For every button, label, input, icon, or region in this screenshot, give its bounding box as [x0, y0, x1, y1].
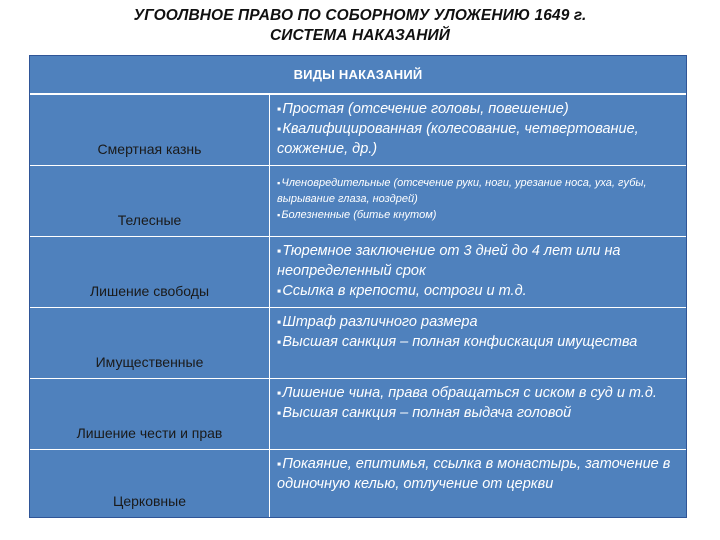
row-type-label: Имущественные: [30, 308, 270, 378]
row-description: [270, 166, 686, 236]
row-description: [270, 379, 686, 449]
title-line-2: СИСТЕМА НАКАЗАНИЙ: [269, 27, 451, 44]
list-item: ▪ Простая (отсечение головы, повешение): [277, 99, 678, 119]
row-type-label: Лишение свободы: [30, 237, 270, 307]
list-item: ▪ Покаяние, епитимья, ссылка в монастырь, заточение в одиночную келью, отлучение от церкви: [277, 454, 678, 494]
row-type-label: Телесные: [30, 166, 270, 236]
list-item: ▪ Членовредительные (отсечение руки, ноги, урезание носа, уха, губы, вырывание глаза, ноздрей): [277, 175, 678, 207]
row-description: [270, 308, 686, 378]
list-item: ▪ Высшая санкция – полная выдача головой: [277, 403, 678, 423]
row-description: [270, 450, 686, 517]
list-item: ▪ Тюремное заключение от 3 дней до 4 лет или на неопределенный срок: [277, 241, 678, 281]
table-row-church: [30, 450, 686, 517]
table-row-corporal: [30, 166, 686, 237]
page-title: [0, 6, 720, 46]
table-row-death-penalty: [30, 95, 686, 166]
row-description: [270, 95, 686, 165]
table-header: ВИДЫ НАКАЗАНИЙ: [30, 56, 686, 95]
list-item: ▪ Высшая санкция – полная конфискация имущества: [277, 332, 678, 352]
row-description: [270, 237, 686, 307]
title-line-1: УГООЛВНОЕ ПРАВО ПО СОБОРНОМУ УЛОЖЕНИЮ 1649 г.: [133, 7, 587, 24]
row-type-label: Церковные: [30, 450, 270, 517]
punishments-table: [29, 55, 687, 518]
row-type-label: Лишение чести и прав: [30, 379, 270, 449]
list-item: ▪ Квалифицированная (колесование, четвертование, сожжение, др.): [277, 119, 678, 159]
row-type-label: Смертная казнь: [30, 95, 270, 165]
table-row-property: [30, 308, 686, 379]
list-item: ▪ Болезненные (битье кнутом): [277, 207, 678, 223]
list-item: ▪ Ссылка в крепости, остроги и т.д.: [277, 281, 678, 301]
list-item: ▪ Штраф различного размера: [277, 312, 678, 332]
table-row-imprisonment: [30, 237, 686, 308]
table-row-honor: [30, 379, 686, 450]
list-item: ▪ Лишение чина, права обращаться с иском в суд и т.д.: [277, 383, 678, 403]
